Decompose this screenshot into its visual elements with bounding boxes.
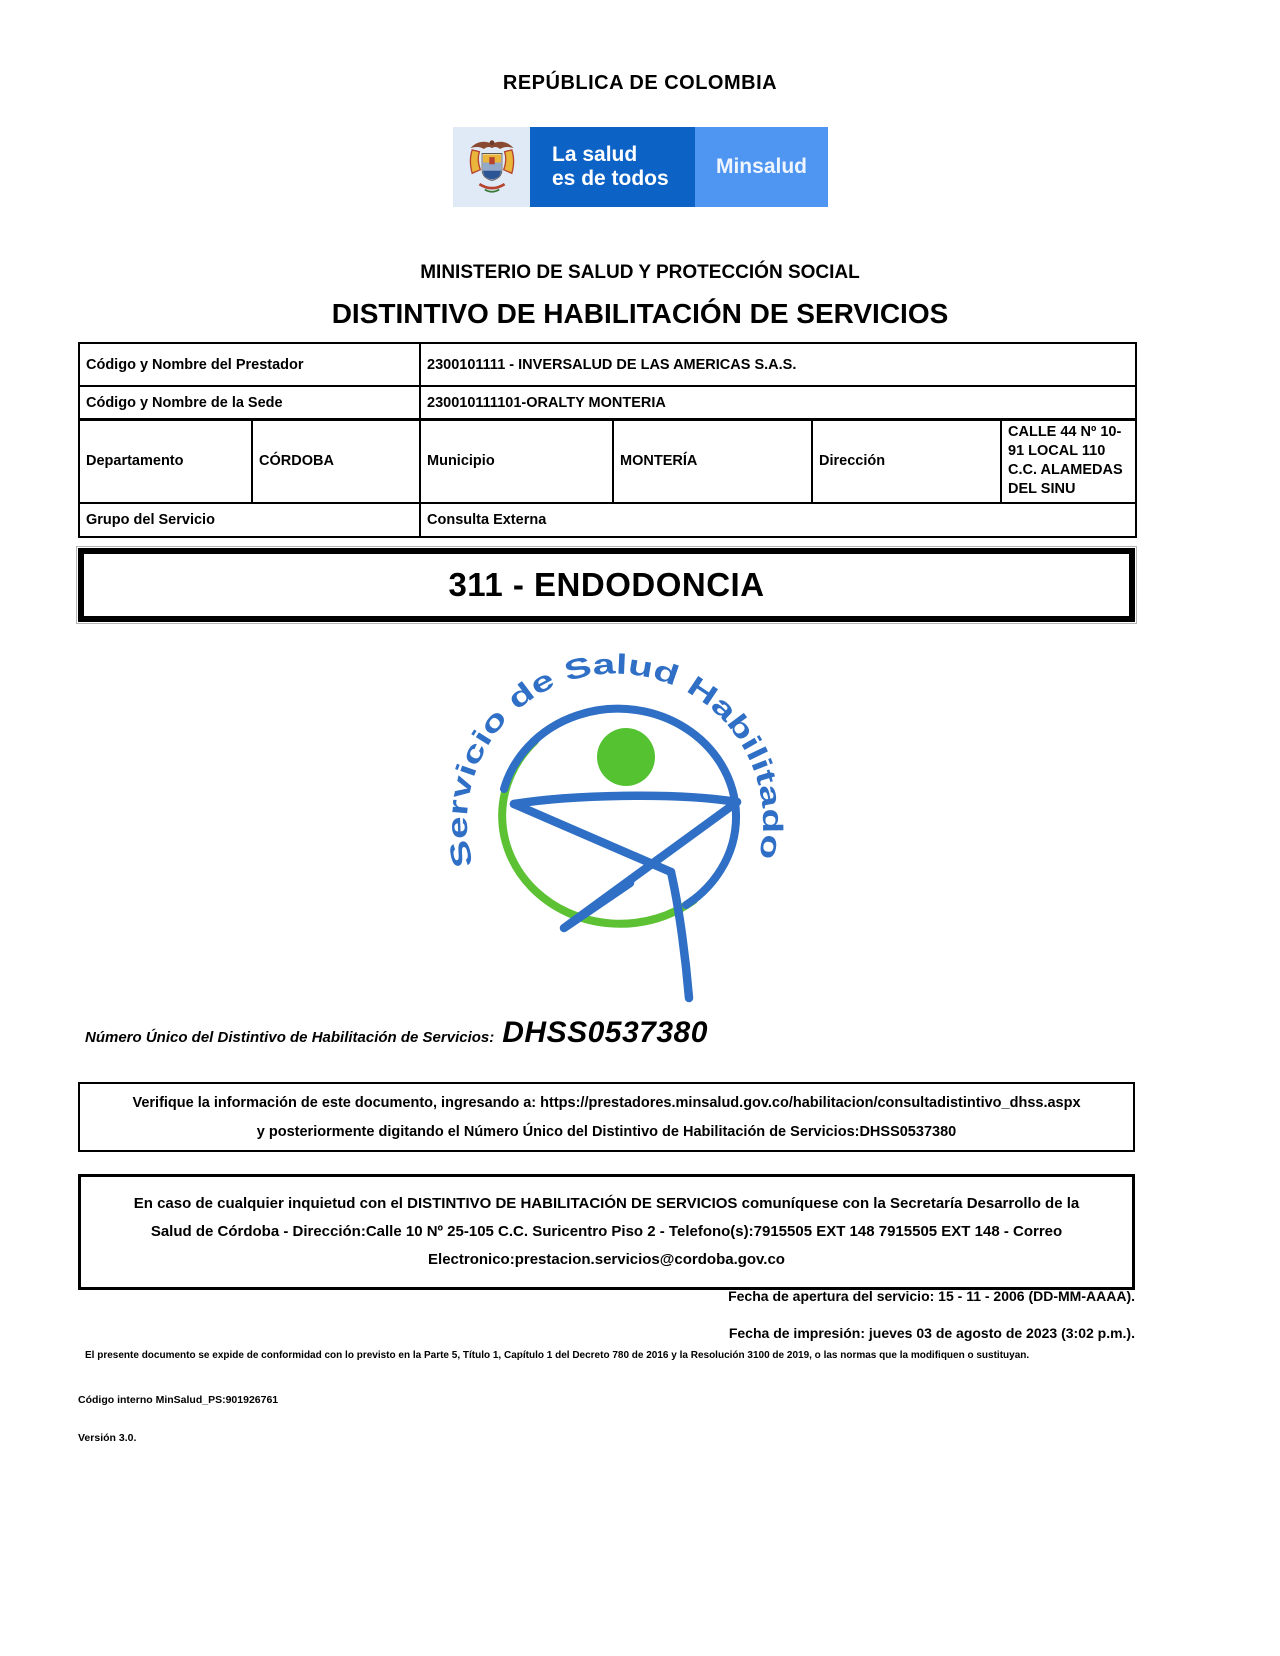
fecha-impresion: Fecha de impresión: jueves 03 de agosto de 2023 (3:02 p.m.).: [728, 1325, 1135, 1341]
sede-label-cell: Código y Nombre de la Sede: [79, 386, 420, 420]
service-banner: 311 - ENDODONCIA: [78, 548, 1135, 622]
republic-title: REPÚBLICA DE COLOMBIA: [502, 72, 778, 94]
codigo-interno: Código interno MinSalud_PS:901926761: [78, 1394, 279, 1406]
table-row-prestador: [79, 343, 1136, 386]
contact-box: [78, 1174, 1135, 1290]
coat-of-arms-box: [453, 127, 530, 207]
prestador-value-cell: 2300101111 - INVERSALUD DE LAS AMERICAS S.A.S.: [420, 343, 1136, 386]
direccion-value-cell: CALLE 44 Nº 10-91 LOCAL 110 C.C. ALAMEDAS DEL SINU: [1001, 420, 1136, 503]
version-note: Versión 3.0.: [78, 1432, 137, 1444]
dhss-number: DHSS0537380: [502, 1016, 708, 1049]
seal-person-head: [597, 728, 655, 786]
contact-line1: En caso de cualquier inquietud con el DISTINTIVO DE HABILITACIÓN DE SERVICIOS comuníquese con la Secretaría Desarrollo de la: [133, 1195, 1080, 1212]
tagline-line2: es de todos: [552, 167, 669, 190]
verification-box: [78, 1082, 1135, 1152]
fecha-apertura: Fecha de apertura del servicio: 15 - 11 - 2006 (DD-MM-AAAA).: [728, 1288, 1135, 1304]
seal-green-arc: [502, 741, 694, 924]
colombia-coat-of-arms-icon: [465, 134, 519, 200]
habilitado-seal: [440, 632, 800, 1017]
dhss-label: Número Único del Distintivo de Habilitación de Servicios:: [85, 1029, 495, 1046]
document-title: DISTINTIVO DE HABILITACIÓN DE SERVICIOS: [331, 298, 949, 329]
table-row-grupo: [79, 503, 1136, 537]
grupo-label-cell: Grupo del Servicio: [79, 503, 420, 537]
minsalud-brand: Minsalud: [695, 127, 828, 207]
ministry-title: MINISTERIO DE SALUD Y PROTECCIÓN SOCIAL: [420, 262, 860, 283]
sede-value-cell: 230010111101-ORALTY MONTERIA: [420, 386, 1136, 420]
table-row-sede: [79, 386, 1136, 420]
tagline-line1: La salud: [552, 142, 638, 166]
table-row-ubicacion: [79, 420, 1136, 503]
provider-info-table: [78, 342, 1137, 538]
verification-line1: Verifique la información de este documento, ingresando a: https://prestadores.minsalud.gov.co/habilitacion/consultadistintivo_dhss.aspx: [132, 1095, 1081, 1111]
verification-line2: y posteriormente digitando el Número Único del Distintivo de Habilitación de Servicios:DHSS0537380: [256, 1124, 957, 1140]
tagline-box: [530, 127, 695, 207]
contact-line2: Salud de Córdoba - Dirección:Calle 10 Nº 25-105 C.C. Suricentro Piso 2 - Telefono(s):7915505 EXT 148 7915505 EXT 148 - Correo: [150, 1223, 1063, 1240]
contact-line3: Electronico:prestacion.servicios@cordoba.gov.co: [428, 1251, 785, 1268]
direccion-label-cell: Dirección: [812, 420, 1001, 503]
legal-note: El presente documento se expide de conformidad con lo previsto en la Parte 5, Título 1, Capítulo 1 del Decreto 780 de 2016 y la Resolución 3100 de 2019, o las normas que la modifiquen o sustituyan.: [85, 1350, 1030, 1361]
departamento-value-cell: CÓRDOBA: [252, 420, 420, 503]
minsalud-logo-bar: [453, 127, 828, 207]
prestador-label-cell: Código y Nombre del Prestador: [79, 343, 420, 386]
municipio-value-cell: MONTERÍA: [613, 420, 812, 503]
departamento-label-cell: Departamento: [79, 420, 252, 503]
dhss-number-line: [85, 1016, 1185, 1050]
municipio-label-cell: Municipio: [420, 420, 613, 503]
seal-arc-text: Servicio de Salud Habilitado: [441, 648, 789, 871]
grupo-value-cell: Consulta Externa: [420, 503, 1136, 537]
